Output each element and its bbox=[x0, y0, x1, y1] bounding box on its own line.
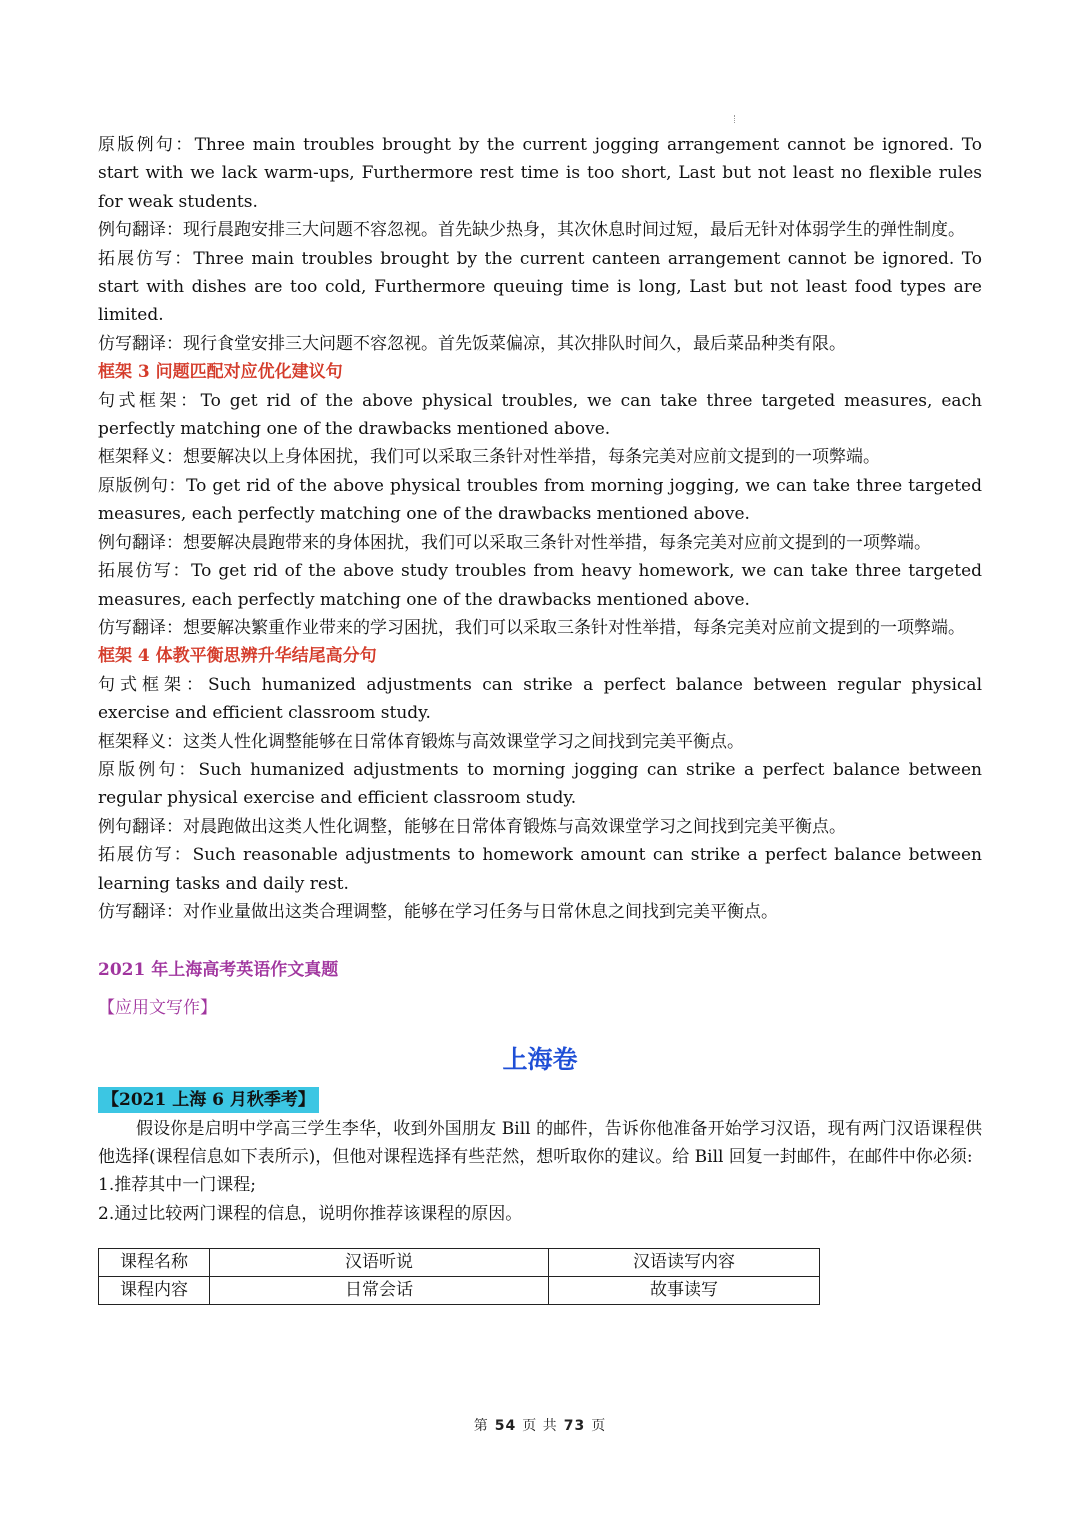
table-cell: 课程名称 bbox=[99, 1249, 210, 1277]
frame4-original-example: 原版例句：Such humanized adjustments to morning jogging can strike a perfect balance between regular physical exercise and efficient classroom study. bbox=[98, 759, 982, 809]
footer-text: 第 bbox=[473, 1418, 489, 1434]
paragraph-extended-imitation: 拓展仿写：Three main troubles brought by the current canteen arrangement cannot be ignored. To start with dishes are too cold, Furthermore queuing time is long, Last but not least food types are limited. bbox=[98, 248, 982, 326]
total-pages: 73 bbox=[563, 1418, 586, 1434]
page-footer bbox=[0, 1415, 1080, 1435]
frame3-imitation-translation: 仿写翻译：想要解决繁重作业带来的学习困扰，我们可以采取三条针对性举措，每条完美对应前文提到的一项弊端。 bbox=[98, 617, 965, 638]
writing-category: 【应用文写作】 bbox=[98, 997, 217, 1018]
frame4-meaning: 框架释义：这类人性化调整能够在日常体育锻炼与高效课堂学习之间找到完美平衡点。 bbox=[98, 731, 744, 752]
frame3-extended-imitation: 拓展仿写：To get rid of the above study troubles from heavy homework, we can take three targeted measures, each perfectly matching one of the drawbacks mentioned above. bbox=[98, 561, 983, 610]
paragraph-example-translation: 例句翻译：现行晨跑安排三大问题不容忽视。首先缺少热身，其次休息时间过短，最后无针对体弱学生的弹性制度。 bbox=[98, 220, 965, 241]
table-row bbox=[99, 1277, 820, 1305]
table-cell: 课程内容 bbox=[99, 1277, 210, 1305]
frame4-extended-imitation: 拓展仿写：Such reasonable adjustments to homework amount can strike a perfect balance between learning tasks and daily rest. bbox=[98, 845, 982, 894]
spacer bbox=[98, 926, 982, 956]
frame4-pattern: 句式框架：Such humanized adjustments can strike a perfect balance between regular physical exercise and efficient classroom study. bbox=[98, 674, 983, 724]
frame4-example-translation: 例句翻译：对晨跑做出这类人性化调整，能够在日常体育锻炼与高效课堂学习之间找到完美平衡点。 bbox=[98, 816, 846, 837]
requirement-2: 2.通过比较两门课程的信息，说明你推荐该课程的原因。 bbox=[98, 1203, 523, 1224]
frame3-example-translation: 例句翻译：想要解决晨跑带来的身体困扰，我们可以采取三条针对性举措，每条完美对应前文提到的一项弊端。 bbox=[98, 532, 931, 553]
page-content bbox=[98, 131, 982, 1305]
requirement-1: 1.推荐其中一门课程; bbox=[98, 1175, 256, 1196]
table-cell: 故事读写 bbox=[549, 1277, 820, 1305]
table-cell: 汉语听说 bbox=[210, 1249, 549, 1277]
writing-prompt: 假设你是启明中学高三学生李华，收到外国朋友 Bill 的邮件，告诉你他准备开始学习汉语，现有两门汉语课程供他选择(课程信息如下表所示)，但他对课程选择有些茫然，想听取你的建议。给 Bill 回复一封邮件，在邮件中你必须: bbox=[98, 1118, 982, 1167]
paragraph-imitation-translation: 仿写翻译：现行食堂安排三大问题不容忽视。首先饭菜偏凉，其次排队时间久，最后菜品种类有限。 bbox=[98, 333, 846, 354]
frame4-imitation-translation: 仿写翻译：对作业量做出这类合理调整，能够在学习任务与日常休息之间找到完美平衡点。 bbox=[98, 901, 778, 922]
footer-text: 页 共 bbox=[522, 1418, 558, 1434]
scan-mark bbox=[734, 115, 736, 123]
exam-tag: 【2021 上海 6 月秋季考】 bbox=[98, 1087, 319, 1113]
frame4-heading: 框架 4 体教平衡思辨升华结尾高分句 bbox=[98, 646, 377, 667]
frame3-heading: 框架 3 问题匹配对应优化建议句 bbox=[98, 362, 343, 383]
exam-tag-line bbox=[98, 1086, 982, 1114]
spacer bbox=[98, 985, 982, 994]
footer-text: 页 bbox=[591, 1418, 607, 1434]
table-cell: 日常会话 bbox=[210, 1277, 549, 1305]
frame3-pattern: 句式框架：To get rid of the above physical troubles, we can take three targeted measures, each perfectly matching one of the drawbacks mentioned above. bbox=[98, 390, 983, 440]
table-cell: 汉语读写内容 bbox=[549, 1249, 820, 1277]
paragraph-original-example: 原版例句：Three main troubles brought by the current jogging arrangement cannot be ignored. To start with we lack warm-ups, Furthermore rest time is too short, Last but not least no flexible rules for weak students. bbox=[98, 135, 983, 212]
course-table bbox=[98, 1248, 820, 1305]
paper-title: 上海卷 bbox=[502, 1045, 578, 1075]
exam-year-title: 2021 年上海高考英语作文真题 bbox=[98, 960, 339, 981]
table-row bbox=[99, 1249, 820, 1277]
frame3-meaning: 框架释义：想要解决以上身体困扰，我们可以采取三条针对性举措，每条完美对应前文提到的一项弊端。 bbox=[98, 447, 880, 468]
frame3-original-example: 原版例句：To get rid of the above physical troubles from morning jogging, we can take three targeted measures, each perfectly matching one of the drawbacks mentioned above. bbox=[98, 475, 982, 525]
current-page-number: 54 bbox=[494, 1418, 517, 1434]
